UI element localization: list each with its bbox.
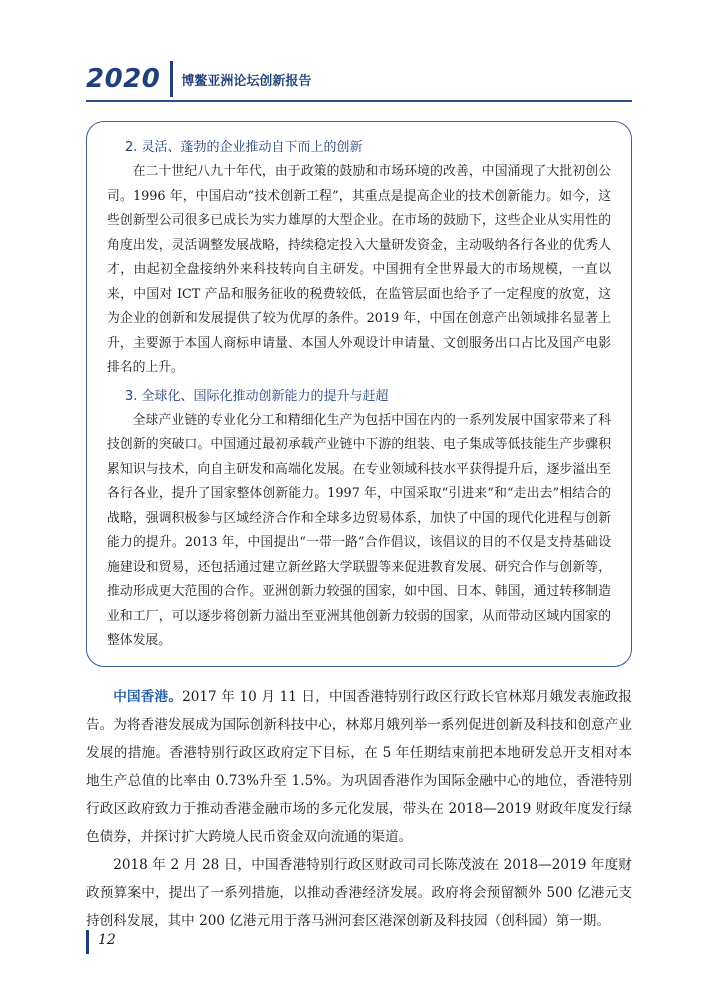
section-2-heading: 2. 灵活、蓬勃的企业推动自下而上的创新 [125,140,363,155]
section-3-heading: 3. 全球化、国际化推动创新能力的提升与赶超 [125,388,389,404]
page-number: 12 [98,932,116,948]
hong-kong-paragraph-text: 2017 年 10 月 11 日，中国香港特别行政区行政长官林郑月娥发表施政报告。为将香港发展成为国际创新科技中心，林郑月娥列举一系列促进创新及科技和创意产业发展的措施。香港特别行政区政府定下目标，在 5 年任期结束前把本地研发总开支相对本地生产总值的比率由 0.73%升至 1.5%。为巩固香港作为国际金融中心的地位，香港特别行政区政府致力于推动香港金融市场的多元化发展，带头在 2018—2019 财政年度发行绿色债券，并探讨扩大跨境人民币资金双向流通的渠道。 [86,689,633,845]
header-rule [86,100,632,102]
main-text [86,683,632,935]
sidebar-box [86,121,632,667]
report-year: 2020 [86,64,161,94]
section-3-paragraph: 全球产业链的专业化分工和精细化生产为包括中国在内的一系列发展中国家带来了科技创新的突破口。中国通过最初承载产业链中下游的组装、电子集成等低技能生产步骤积累知识与技术，向自主研发和高端化发展。在专业领域科技水平获得提升后，逐步溢出至各行各业，提升了国家整体创新能力。1997 年，中国采取“引进来”和“走出去”相结合的战略，强调积极参与区域经济合作和全球多边贸易体系，加快了中国的现代化进程与创新能力的提升。2013 年，中国提出“一带一路”合作倡议，该倡议的目的不仅是支持基础设施建设和贸易，还包括通过建立新丝路大学联盟等来促进教育发展、研究合作与创新等，推动形成更大范围的合作。亚洲创新力较强的国家，如中国、日本、韩国，通过转移制造业和工厂，可以逐步将创新力溢出至亚洲其他创新力较弱的国家，从而带动区域内国家的整体发展。 [107,412,611,648]
section-2-paragraph: 在二十世纪八九十年代，由于政策的鼓励和市场环境的改善，中国涌现了大批初创公司。1996 年，中国启动“技术创新工程”，其重点是提高企业的技术创新能力。如今，这些创新型公司很多已成长为实力雄厚的大型企业。在市场的鼓励下，这些企业从实用性的角度出发，灵活调整发展战略，持续稳定投入大量研发资金，主动吸纳各行各业的优秀人才，由起初全盘接纳外来科技转向自主研发。中国拥有全世界最大的市场规模，一直以来，中国对 ICT 产品和服务征收的税费较低，在监管层面也给予了一定程度的放宽，这为企业的创新和发展提供了较为优厚的条件。2019 年，中国在创意产出领域排名显著上升，主要源于本国人商标申请量、本国人外观设计申请量、文创服务出口占比及国产电影排名的上升。 [107,164,611,375]
page-header [86,62,311,96]
hong-kong-label: 中国香港。 [113,689,183,705]
header-divider [170,61,173,97]
report-title: 博鳌亚洲论坛创新报告 [181,73,312,89]
hong-kong-paragraph [86,683,632,851]
footer-bar [86,930,89,954]
budget-paragraph: 2018 年 2 月 28 日，中国香港特别行政区财政司司长陈茂波在 2018—2019 年度财政预算案中，提出了一系列措施，以推动香港经济发展。政府将会预留额外 500 亿港元支持创科发展，其中 200 亿港元用于落马洲河套区港深创新及科技园（创科园）第一期。 [86,857,632,929]
